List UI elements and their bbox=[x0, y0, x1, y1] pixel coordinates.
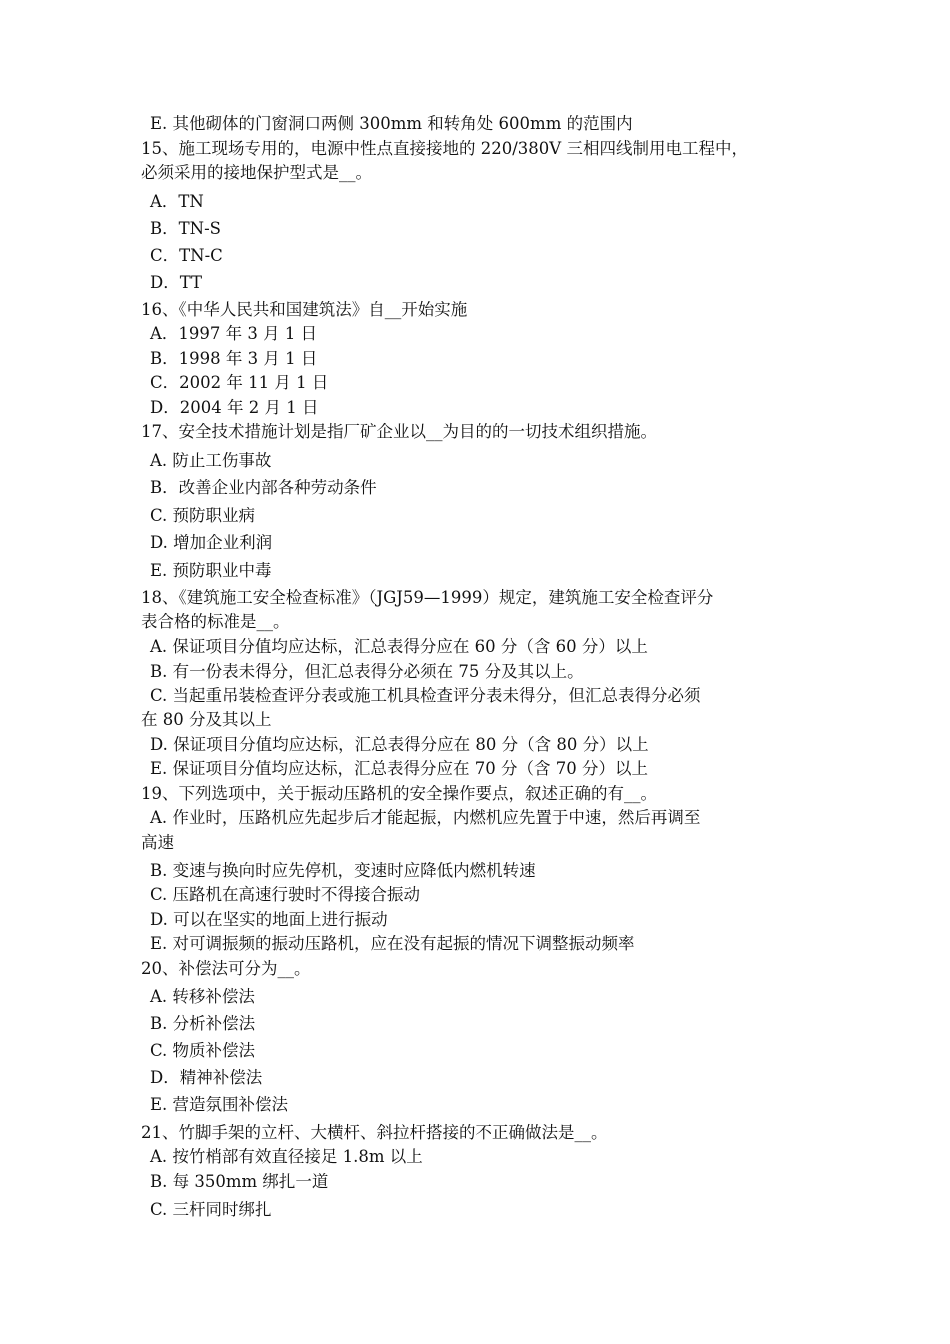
option-line: C．TN-C bbox=[150, 246, 223, 265]
option-line: A．TN bbox=[150, 192, 204, 211]
question-line: 21、竹脚手架的立杆、大横杆、斜拉杆搭接的不正确做法是__。 bbox=[141, 1123, 608, 1142]
question-line: 17、安全技术措施计划是指厂矿企业以__为目的的一切技术组织措施。 bbox=[141, 422, 657, 441]
question-line: 18、《建筑施工安全检查标准》（JGJ59—1999）规定，建筑施工安全检查评分 bbox=[141, 588, 714, 607]
option-line: B．TN-S bbox=[150, 219, 221, 238]
question-line: 19、下列选项中，关于振动压路机的安全操作要点，叙述正确的有__。 bbox=[141, 784, 657, 803]
question-line: 20、补偿法可分为__。 bbox=[141, 959, 311, 978]
option-line: C．2002 年 11 月 1 日 bbox=[150, 373, 329, 392]
option-line: D．2004 年 2 月 1 日 bbox=[150, 398, 319, 417]
option-line: E. 对可调振频的振动压路机，应在没有起振的情况下调整振动频率 bbox=[150, 934, 635, 953]
option-line: B. 分析补偿法 bbox=[150, 1014, 256, 1033]
option-line: D. 增加企业利润 bbox=[150, 533, 273, 552]
question-line: 表合格的标准是__。 bbox=[141, 612, 290, 631]
question-line: 在 80 分及其以上 bbox=[141, 710, 272, 729]
option-line: B．1998 年 3 月 1 日 bbox=[150, 349, 318, 368]
option-line: A. 作业时，压路机应先起步后才能起振，内燃机应先置于中速，然后再调至 bbox=[150, 808, 701, 827]
option-line: D．TT bbox=[150, 273, 203, 292]
option-line: D. 保证项目分值均应达标，汇总表得分应在 80 分（含 80 分）以上 bbox=[150, 735, 649, 754]
option-line: C. 压路机在高速行驶时不得接合振动 bbox=[150, 885, 421, 904]
option-line: B. 每 350mm 绑扎一道 bbox=[150, 1172, 329, 1191]
option-line: A．1997 年 3 月 1 日 bbox=[150, 324, 318, 343]
question-line: 15、施工现场专用的，电源中性点直接接地的 220/380V 三相四线制用电工程中， bbox=[141, 139, 748, 158]
option-line: A. 保证项目分值均应达标，汇总表得分应在 60 分（含 60 分）以上 bbox=[150, 637, 648, 656]
option-line: E. 预防职业中毒 bbox=[150, 561, 272, 580]
question-line: 高速 bbox=[141, 833, 174, 852]
option-line: B．改善企业内部各种劳动条件 bbox=[150, 478, 377, 497]
option-line: E. 营造氛围补偿法 bbox=[150, 1095, 289, 1114]
option-line: B. 变速与换向时应先停机，变速时应降低内燃机转速 bbox=[150, 861, 536, 880]
option-line: C. 物质补偿法 bbox=[150, 1041, 256, 1060]
option-line: B. 有一份表未得分，但汇总表得分必须在 75 分及其以上。 bbox=[150, 662, 584, 681]
option-line: A. 转移补偿法 bbox=[150, 987, 255, 1006]
option-line: C. 当起重吊装检查评分表或施工机具检查评分表未得分，但汇总表得分必须 bbox=[150, 686, 701, 705]
option-line: C. 三杆同时绑扎 bbox=[150, 1200, 272, 1219]
option-line: E. 其他砌体的门窗洞口两侧 300mm 和转角处 600mm 的范围内 bbox=[150, 114, 633, 133]
option-line: D．精神补偿法 bbox=[150, 1068, 263, 1087]
option-line: E. 保证项目分值均应达标，汇总表得分应在 70 分（含 70 分）以上 bbox=[150, 759, 649, 778]
question-line: 16、《中华人民共和国建筑法》自__开始实施 bbox=[141, 300, 468, 319]
option-line: D. 可以在坚实的地面上进行振动 bbox=[150, 910, 388, 929]
option-line: A. 防止工伤事故 bbox=[150, 451, 272, 470]
question-line: 必须采用的接地保护型式是__。 bbox=[141, 163, 372, 182]
option-line: A. 按竹梢部有效直径接足 1.8m 以上 bbox=[150, 1147, 423, 1166]
option-line: C. 预防职业病 bbox=[150, 506, 256, 525]
